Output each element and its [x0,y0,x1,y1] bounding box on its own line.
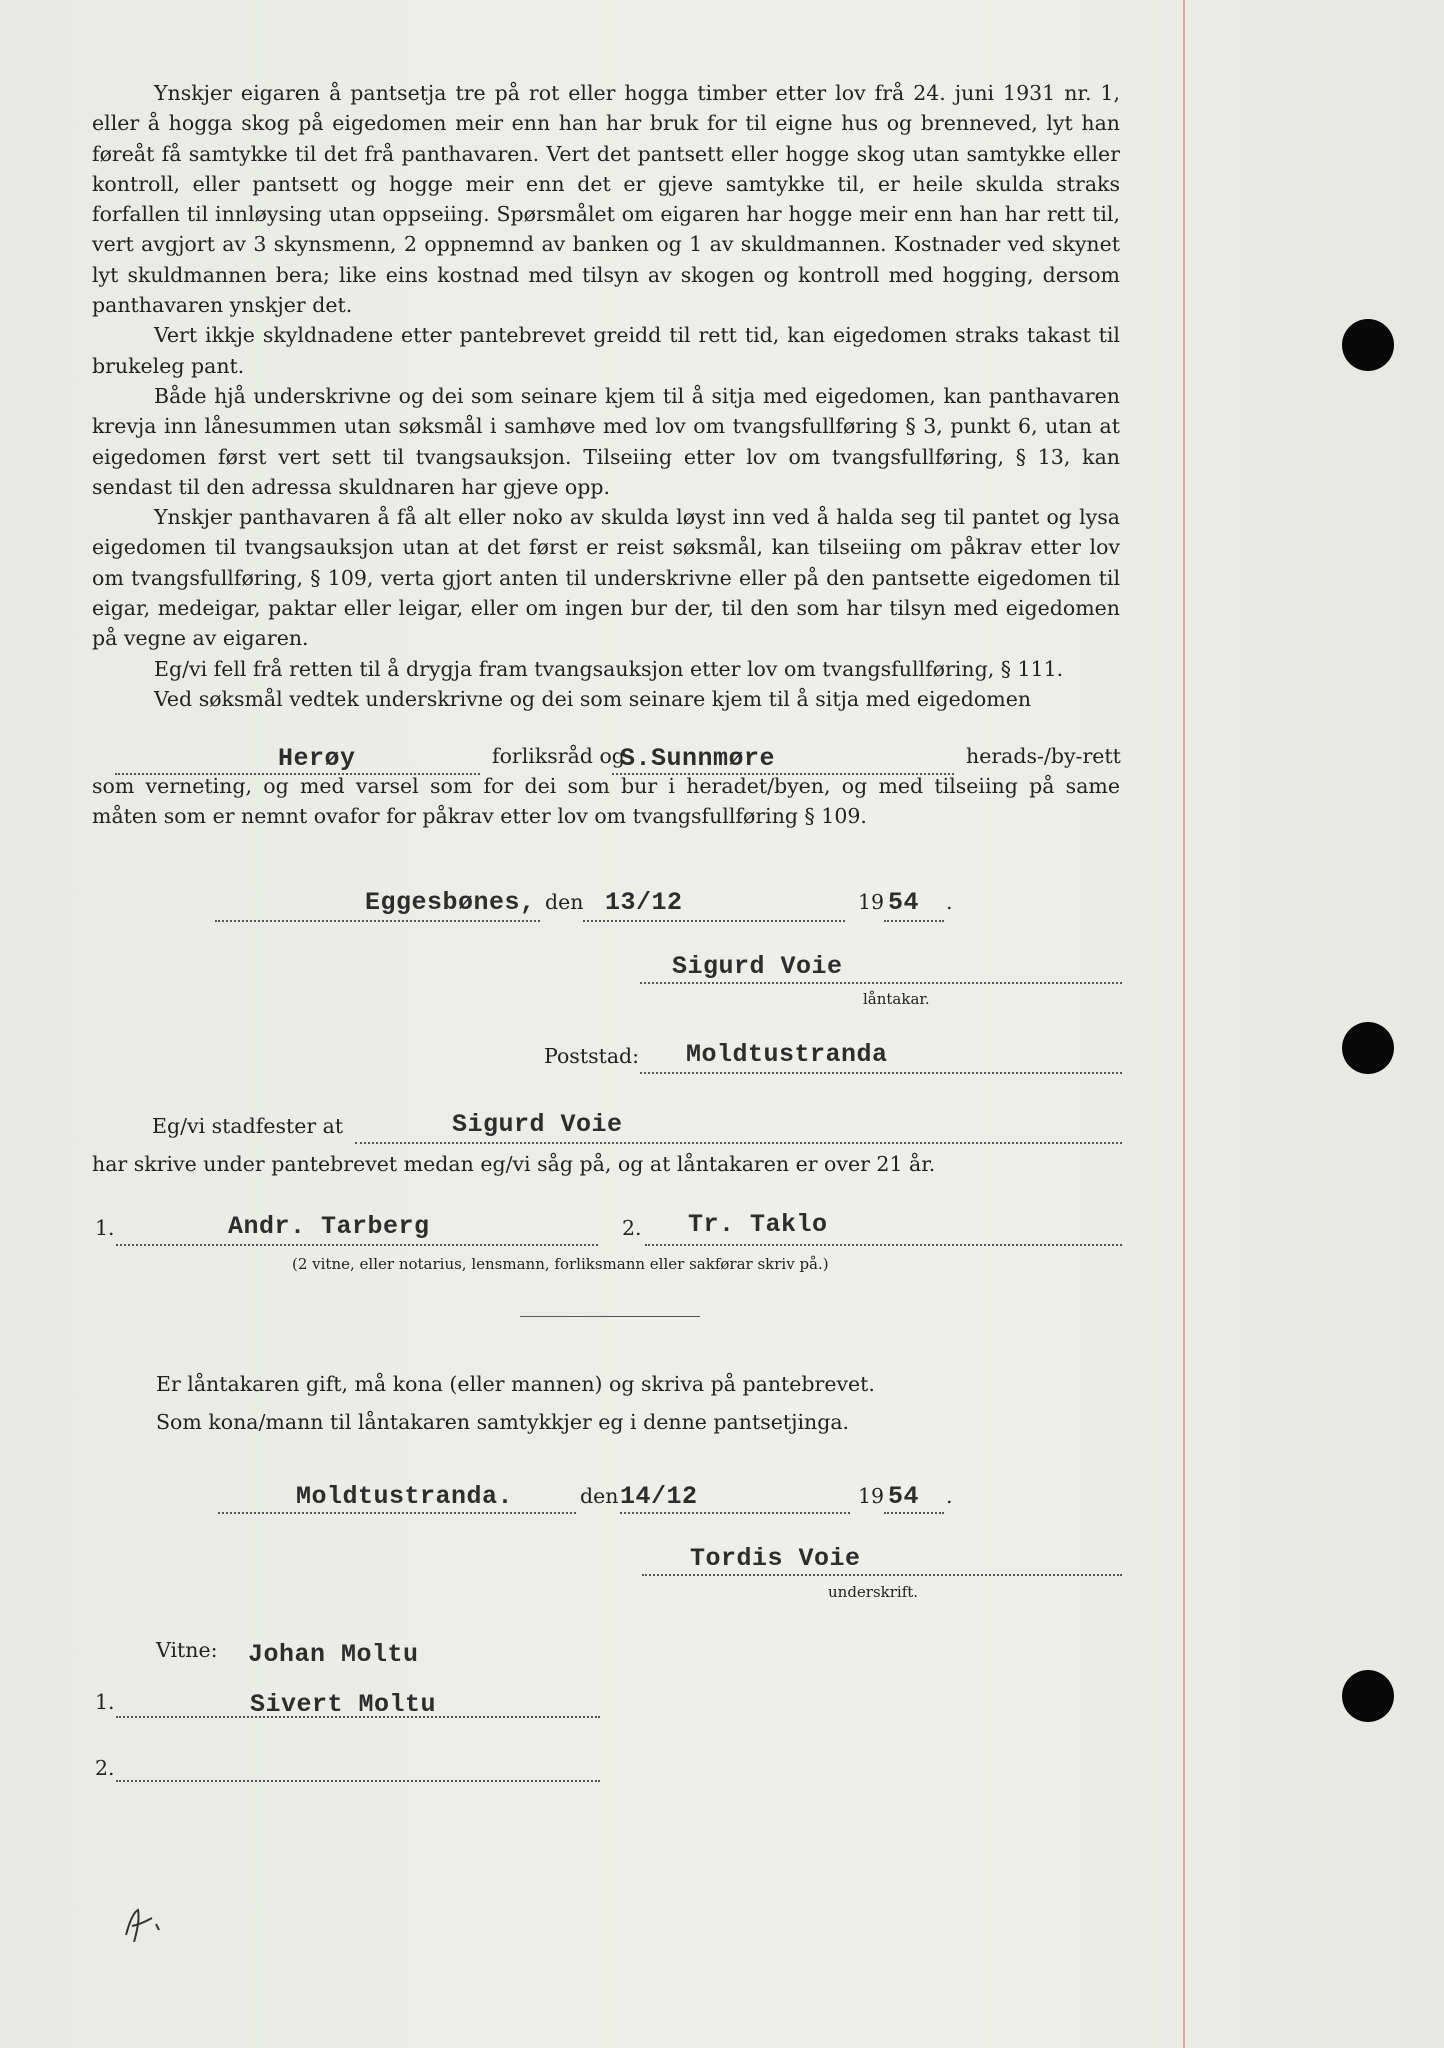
vitne1-name: Sivert Moltu [250,1690,437,1719]
vitne2-line [116,1780,600,1782]
punch-hole-top [1342,319,1394,371]
witness1-name: Andr. Tarberg [228,1212,430,1241]
spouse-caption: underskrift. [828,1583,919,1601]
date1-year-line [884,920,944,922]
paragraph-logging: Ynskjer eigaren å pantsetja tre på rot eller hogga timber etter lov frå 24. juni 1931 nr. 1, eller å hogga skog på eigedomen meir enn han har bruk for til eigne hus og brenneved, lyt han føreåt få samtykke til det frå panthavaren. Vert det pantsett eller hogge skog utan samtykke eller kontroll, eller pantsett og hogge meir enn det er gjeve samtykke til, er heile skulda straks forfallen til innløysing utan oppseiing. Spørsmålet om eigaren har hogge meir enn han har rett til, vert avgjort av 3 skynsmenn, 2 oppnemnd av banken og 1 av skuldmannen. Kostnader ved skynet lyt skuldmannen bera; like eins kostnad med tilsyn av skogen og kontroll med hogging, dersom panthavaren ynskjer det. [92,81,1120,318]
confirm-label: Eg/vi stadfester at [152,1114,344,1138]
date2-year-suffix: 54 [888,1482,920,1511]
poststad-value: Moldtustranda [686,1040,888,1069]
paragraph-default: Vert ikkje skyldnadene etter pantebrevet greidd til rett tid, kan eigedomen straks takast til brukeleg pant. [92,323,1120,378]
poststad-line [640,1072,1122,1074]
venue-line-2: som verneting, og med varsel som for dei som bur i heradet/byen, og med tilseiing på same [92,774,1120,798]
venue-line-3: måten som er nemnt ovafor for påkrav etter lov om tvangsfullføring § 109. [92,804,867,828]
margin-rule [1183,0,1185,2048]
date2-date-line [620,1512,850,1514]
forliksrad-value: Herøy [278,744,356,773]
poststad-label: Poststad: [544,1044,640,1068]
confirm-name-line [355,1142,1122,1144]
forliksrad-label: forliksråd og [492,744,625,768]
witness1-number: 1. [95,1216,115,1240]
punch-hole-bottom [1342,1670,1394,1722]
confirm-name: Sigurd Voie [452,1110,623,1139]
confirm-line-2: har skrive under pantebrevet medan eg/vi såg på, og at låntakaren er over 21 år. [92,1152,936,1176]
date1-date-line [583,920,845,922]
witness-note: (2 vitne, eller notarius, lensmann, forliksmann eller sakførar skriv på.) [292,1255,829,1273]
date1-place: Eggesbønes, [365,888,536,917]
date1-year-prefix: 19 [858,890,885,914]
paragraph-auction: Ynskjer panthavaren å få alt eller noko av skulda løyst inn ved å halda seg til pantet og lysa eigedomen til tvangsauksjon utan at det først er reist søksmål, kan tilseiing om påkrav etter lov om tvangsfullføring, § 109, verta gjort anten til underskrivne eller på den pantsette eigedomen til eigar, medeigar, paktar eller leigar, eller om ingen bur der, til den som har tilsyn med eigedomen på vegne av eigaren. [92,505,1120,651]
borrower-sign-line [640,982,1122,984]
date1-period: . [946,890,953,914]
date1-place-line [215,920,540,922]
borrower-name: Sigurd Voie [672,952,843,981]
herad-label: herads-/by-rett [966,744,1121,768]
date2-year-line [884,1512,944,1514]
terms-body [92,78,1120,714]
date1-den-label: den [545,890,584,914]
witness1-line [116,1244,598,1246]
witness2-name: Tr. Taklo [688,1210,828,1239]
margin-initials-mark [112,1890,172,1950]
spouse-name: Tordis Voie [690,1544,861,1573]
date2-period: . [946,1484,953,1508]
date2-year-prefix: 19 [858,1484,885,1508]
vitne-name-top: Johan Moltu [248,1640,419,1669]
borrower-caption: låntakar. [863,990,930,1008]
paragraph-venue: Ved søksmål vedtek underskrivne og dei som seinare kjem til å sitja med eigedomen [154,686,1032,711]
date1-date: 13/12 [605,888,683,917]
punch-hole-middle [1342,1022,1394,1074]
vitne-label: Vitne: [156,1638,218,1662]
date2-place: Moldtustranda. [296,1482,514,1511]
spouse-sign-line [642,1574,1122,1576]
herad-value: S.Sunnmøre [620,744,776,773]
date2-place-line [218,1512,576,1514]
paragraph-collection: Både hjå underskrivne og dei som seinare kjem til å sitja med eigedomen, kan panthavaren krevja inn lånesummen utan søksmål i samhøve med lov om tvangsfullføring § 3, punkt 6, utan at eigedomen først vert sett til tvangsauksjon. Tilseiing etter lov om tvangsfullføring, § 13, kan sendast til den adressa skuldnaren har gjeve opp. [92,383,1120,499]
spouse-line-2: Som kona/mann til låntakaren samtykkjer eg i denne pantsetjinga. [156,1410,850,1434]
vitne2-number: 2. [95,1756,115,1780]
date1-year-suffix: 54 [888,888,920,917]
spouse-line-1: Er låntakaren gift, må kona (eller mannen) og skriva på pantebrevet. [156,1372,875,1396]
date2-den-label: den [580,1484,619,1508]
date2-date: 14/12 [620,1482,698,1511]
witness2-line [645,1244,1122,1246]
witness2-number: 2. [622,1216,642,1240]
vitne1-number: 1. [95,1690,115,1714]
section-divider [520,1316,700,1317]
paragraph-waiver: Eg/vi fell frå retten til å drygja fram tvangsauksjon etter lov om tvangsfullføring, § 111. [154,656,1064,681]
